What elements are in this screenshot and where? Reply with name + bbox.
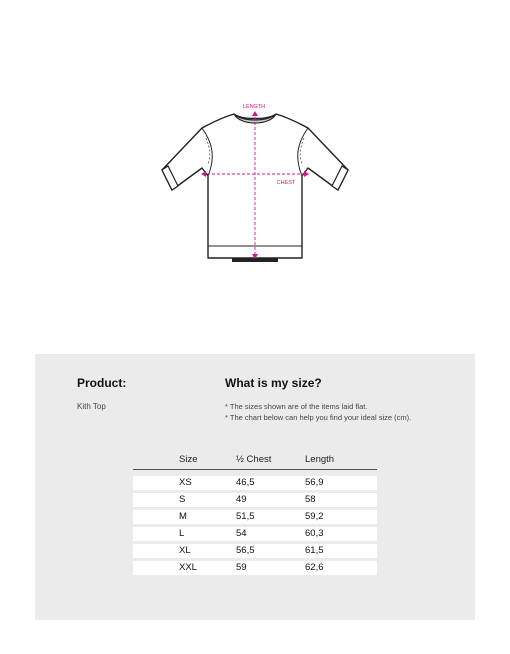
product-name: Kith Top <box>77 402 106 411</box>
size-guide-panel <box>35 354 475 620</box>
size-note: * The sizes shown are of the items laid flat. <box>225 402 368 411</box>
size-heading: What is my size? <box>225 376 322 390</box>
chest-cell: 46,5 <box>236 477 255 488</box>
table-row <box>133 527 377 541</box>
chest-label: CHEST <box>276 180 296 186</box>
chest-cell: 51,5 <box>236 511 255 522</box>
chest-cell: 54 <box>236 528 247 539</box>
size-cell: L <box>179 528 185 539</box>
product-heading: Product: <box>77 376 127 390</box>
length-cell: 62,6 <box>305 562 324 573</box>
size-cell: M <box>179 511 187 522</box>
size-cell: XXL <box>179 562 197 573</box>
length-cell: 60,3 <box>305 528 324 539</box>
table-row <box>133 561 377 575</box>
garment-measurement-diagram <box>150 98 360 270</box>
chest-cell: 59 <box>236 562 247 573</box>
column-header-size: Size <box>179 454 198 465</box>
table-body <box>133 476 377 575</box>
table-row <box>133 510 377 524</box>
length-cell: 56,9 <box>305 477 324 488</box>
length-label: LENGTH <box>242 104 266 110</box>
length-cell: 61,5 <box>305 545 324 556</box>
column-header-chest: ½ Chest <box>236 454 272 465</box>
table-row <box>133 493 377 507</box>
chest-cell: 56,5 <box>236 545 255 556</box>
length-cell: 58 <box>305 494 316 505</box>
table-row <box>133 476 377 490</box>
length-cell: 59,2 <box>305 511 324 522</box>
chest-cell: 49 <box>236 494 247 505</box>
size-table <box>133 452 377 578</box>
size-cell: XL <box>179 545 191 556</box>
size-cell: S <box>179 494 186 505</box>
table-header-row <box>133 452 377 470</box>
size-cell: XS <box>179 477 192 488</box>
table-row <box>133 544 377 558</box>
size-note: * The chart below can help you find your ideal size (cm). <box>225 413 412 422</box>
column-header-length: Length <box>305 454 335 465</box>
